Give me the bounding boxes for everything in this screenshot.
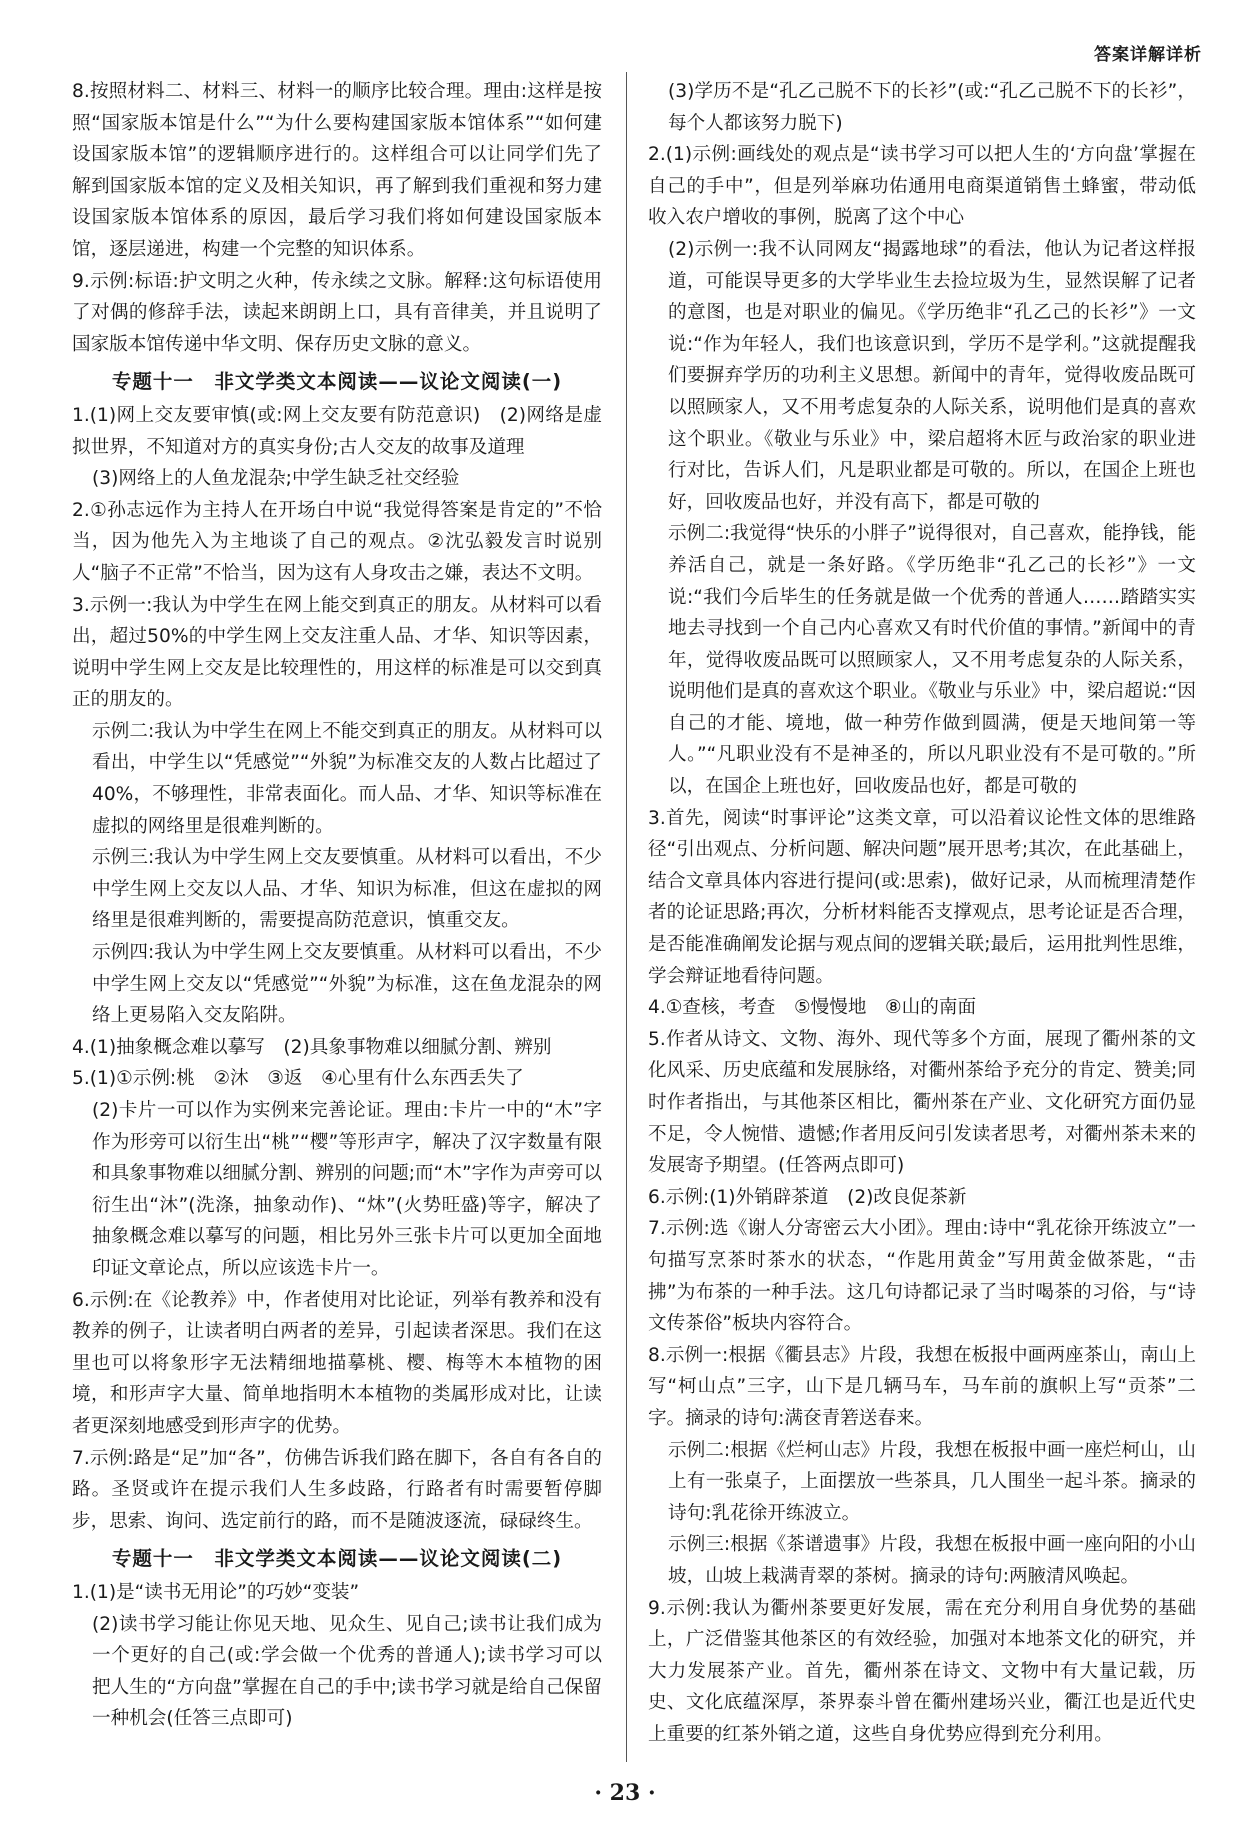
answer-paragraph: 8.示例一:根据《衢县志》片段，我想在板报中画两座茶山，南山上写“柯山点”三字，山下是几辆马车，马车前的旗帜上写“贡茶”二字。摘录的诗句:满奁青箬送春来。 [648, 1344, 1196, 1429]
answer-paragraph: 2.①孙志远作为主持人在开场白中说“我觉得答案是肯定的”不恰当，因为他先入为主地谈了自己的观点。②沈弘毅发言时说别人“脑子不正常”不恰当，因为这有人身攻击之嫌，表达不文明。 [72, 499, 602, 584]
left-column [72, 76, 602, 1735]
answer-continuation: 示例二:我认为中学生在网上不能交到真正的朋友。从材料可以看出，中学生以“凭感觉”“外貌”为标准交友的人数占比超过了40%，不够理性，非常表面化。而人品、才华、知识等标准在虚拟的网络里是很难判断的。 [92, 720, 602, 837]
answer-paragraph: 2.(1)示例:画线处的观点是“读书学习可以把人生的‘方向盘’掌握在自己的手中”，但是列举麻功佑通用电商渠道销售土蜂蜜，带动低收入农户增收的事例，脱离了这个中心 [648, 144, 1196, 229]
answer-continuation: (2)示例一:我不认同网友“揭露地球”的看法，他认为记者这样报道，可能误导更多的大学毕业生去捡垃圾为生，显然误解了记者的意图，也是对职业的偏见。《学历绝非“孔乙己的长衫”》一文说:“作为年轻人，我们也该意识到，学历不是学利。”这就提醒我们要摒弃学历的功利主义思想。新闻中的青年，觉得收废品既可以照顾家人，又不用考虑复杂的人际关系，说明他们是真的喜欢这个职业。《敬业与乐业》中，梁启超将木匠与政治家的职业进行对比，告诉人们，凡是职业都是可敬的。所以，在国企上班也好，回收废品也好，并没有高下，都是可敬的 [668, 238, 1196, 513]
section-heading: 专题十一 非文学类文本阅读——议论文阅读(二) [111, 1547, 563, 1571]
answer-paragraph: 9.示例:标语:护文明之火种，传永续之文脉。解释:这句标语使用了对偶的修辞手法，读起来朗朗上口，具有音律美，并且说明了国家版本馆传递中华文明、保存历史文脉的意义。 [72, 270, 602, 355]
answer-continuation: 示例二:根据《烂柯山志》片段，我想在板报中画一座烂柯山，山上有一张桌子，上面摆放一些茶具，几人围坐一起斗茶。摘录的诗句:乳花徐开练波立。 [668, 1439, 1196, 1524]
answer-paragraph: 5.作者从诗文、文物、海外、现代等多个方面，展现了衢州茶的文化风采、历史底蕴和发展脉络，对衢州茶给予充分的肯定、赞美;同时作者指出，与其他茶区相比，衢州茶在产业、文化研究方面仍显不足，令人惋惜、遗憾;作者用反问引发读者思考，对衢州茶未来的发展寄予期望。(任答两点即可) [648, 1028, 1196, 1177]
answer-continuation: 示例二:我觉得“快乐的小胖子”说得很对，自己喜欢，能挣钱，能养活自己，就是一条好路。《学历绝非“孔乙己的长衫”》一文说:“我们今后毕生的任务就是做一个优秀的普通人……踏踏实实地去寻找到一个自己内心喜欢又有时代价值的事情。”新闻中的青年，觉得收废品既可以照顾家人，又不用考虑复杂的人际关系，说明他们是真的喜欢这个职业。《敬业与乐业》中，梁启超说:“因自己的才能、境地，做一种劳作做到圆满，便是天地间第一等人。”“凡职业没有不是神圣的，所以凡职业没有不是可敬的。”所以，在国企上班也好，回收废品也好，都是可敬的 [668, 523, 1196, 798]
answer-paragraph: 7.示例:路是“足”加“各”，仿佛告诉我们路在脚下，各自有各自的路。圣贤或许在提示我们人生多歧路，行路者有时需要暂停脚步，思索、询问、选定前行的路，而不是随波逐流，碌碌终生。 [72, 1447, 602, 1532]
answer-paragraph: 1.(1)网上交友要审慎(或:网上交友要有防范意识) (2)网络是虚拟世界，不知道对方的真实身份;古人交友的故事及道理 [72, 404, 602, 458]
answer-paragraph: 4.(1)抽象概念难以摹写 (2)具象事物难以细腻分割、辨别 [72, 1036, 552, 1058]
answer-continuation: (3)网络上的人鱼龙混杂;中学生缺乏社交经验 [92, 468, 460, 490]
section-heading: 专题十一 非文学类文本阅读——议论文阅读(一) [111, 370, 563, 394]
answer-paragraph: 7.示例:选《谢人分寄密云大小团》。理由:诗中“乳花徐开练波立”一句描写烹茶时茶水的状态，“作匙用黄金”写用黄金做茶匙，“击拂”为布茶的一种手法。这几句诗都记录了当时喝茶的习俗，与“诗文传茶俗”板块内容符合。 [648, 1218, 1196, 1335]
page-header: 答案详解详析 [1094, 45, 1202, 65]
right-column [648, 76, 1196, 1750]
answer-paragraph: 3.首先，阅读“时事评论”这类文章，可以沿着议论性文体的思维路径“引出观点、分析问题、解决问题”展开思考;其次，在此基础上，结合文章具体内容进行提问(或:思索)，做好记录，从而梳理清楚作者的论证思路;再次，分析材料能否支撑观点，思考论证是否合理，是否能准确阐发论据与观点间的逻辑关联;最后，运用批判性思维，学会辩证地看待问题。 [648, 807, 1196, 987]
answer-paragraph: 9.示例:我认为衢州茶要更好发展，需在充分利用自身优势的基础上，广泛借鉴其他茶区的有效经验，加强对本地茶文化的研究，并大力发展茶产业。首先，衢州茶在诗文、文物中有大量记载，历史、文化底蕴深厚，茶界泰斗曾在衢州建场兴业，衢江也是近代史上重要的红茶外销之道，这些自身优势应得到充分利用。 [648, 1597, 1196, 1745]
answer-paragraph: 4.①查核，考查 ⑤慢慢地 ⑧山的南面 [648, 997, 977, 1019]
answer-paragraph: 6.示例:(1)外销辟茶道 (2)改良促茶新 [648, 1186, 967, 1208]
answer-continuation: 示例三:我认为中学生网上交友要慎重。从材料可以看出，不少中学生网上交友以人品、才华、知识为标准，但这在虚拟的网络里是很难判断的，需要提高防范意识，慎重交友。 [92, 847, 602, 932]
answer-paragraph: 8.按照材料二、材料三、材料一的顺序比较合理。理由:这样是按照“国家版本馆是什么”“为什么要构建国家版本馆体系”“如何建设国家版本馆”的逻辑顺序进行的。这样组合可以让同学们先了解到国家版本馆的定义及相关知识，再了解到我们重视和努力建设国家版本馆体系的原因，最后学习我们将如何建设国家版本馆，逐层递进，构建一个完整的知识体系。 [72, 81, 602, 260]
answer-continuation: (2)读书学习能让你见天地、见众生、见自己;读书让我们成为一个更好的自己(或:学会做一个优秀的普通人);读书学习可以把人生的“方向盘”掌握在自己的手中;读书学习就是给自己保留一种机会(任答三点即可) [92, 1613, 602, 1730]
answer-continuation: 示例四:我认为中学生网上交友要慎重。从材料可以看出，不少中学生网上交友以“凭感觉”“外貌”为标准，这在鱼龙混杂的网络上更易陷入交友陷阱。 [92, 942, 602, 1027]
answer-continuation: (2)卡片一可以作为实例来完善论证。理由:卡片一中的“木”字作为形旁可以衍生出“桃”“樱”等形声字，解决了汉字数量有限和具象事物难以细腻分割、辨别的问题;而“木”字作为声旁可以衍生出“沐”(洗涤，抽象动作)、“炑”(火势旺盛)等字，解决了抽象概念难以摹写的问题，相比另外三张卡片可以更加全面地印证文章论点，所以应该选卡片一。 [92, 1100, 602, 1279]
answer-continuation: 示例三:根据《茶谱遗事》片段，我想在板报中画一座向阳的小山坡，山坡上栽满青翠的茶树。摘录的诗句:两腋清风唤起。 [668, 1534, 1196, 1587]
answer-paragraph: 3.示例一:我认为中学生在网上能交到真正的朋友。从材料可以看出，超过50%的中学生网上交友注重人品、才华、知识等因素，说明中学生网上交友是比较理性的，用这样的标准是可以交到真正的朋友的。 [72, 594, 602, 711]
answer-continuation: (3)学历不是“孔乙己脱不下的长衫”(或:“孔乙己脱不下的长衫”，每个人都该努力脱下) [668, 81, 1196, 134]
answer-paragraph: 6.示例:在《论教养》中，作者使用对比论证，列举有教养和没有教养的例子，让读者明白两者的差异，引起读者深思。我们在这里也可以将象形字无法精细地描摹桃、樱、梅等木本植物的困境，和形声字大量、简单地指明木本植物的类属形成对比，让读者更深刻地感受到形声字的优势。 [72, 1289, 602, 1437]
column-divider [626, 72, 627, 1762]
page-number: · 23 · [594, 1780, 656, 1806]
answer-paragraph: 5.(1)①示例:桃 ②沐 ③返 ④心里有什么东西丢失了 [72, 1068, 524, 1090]
answer-paragraph: 1.(1)是“读书无用论”的巧妙“变装” [72, 1581, 360, 1603]
